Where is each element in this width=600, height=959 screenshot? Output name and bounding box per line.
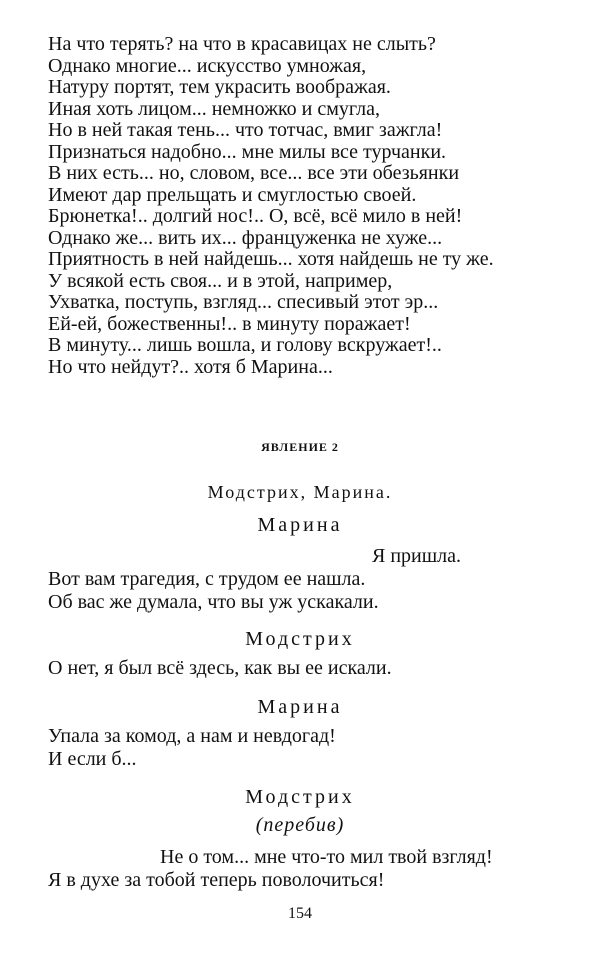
verse-line: На что терять? на что в красавицах не слыть? bbox=[48, 33, 436, 55]
verse-block bbox=[48, 34, 568, 378]
dialogue-line: Я пришла. bbox=[372, 545, 462, 567]
dialogue-line: Не о том... мне что-то мил твой взгляд! bbox=[160, 846, 493, 868]
dialogue-line: И если б... bbox=[48, 748, 137, 770]
verse-line: Брюнетка!.. долгий нос!.. О, всё, всё мило в ней! bbox=[48, 205, 463, 227]
verse-line: Иная хоть лицом... немножко и смугла, bbox=[48, 97, 380, 120]
verse-line: Признаться надобно... мне милы все турчанки. bbox=[48, 140, 447, 163]
speaker-name: Марина bbox=[257, 514, 343, 536]
verse-line: Ухватка, поступь, взгляд... спесивый этот эр... bbox=[48, 291, 439, 313]
dialogue-line: Вот вам трагедия, с трудом ее нашла. bbox=[48, 568, 366, 590]
page-number: 154 bbox=[288, 905, 312, 922]
verse-line: Однако многие... искусство умножая, bbox=[48, 54, 367, 77]
verse-line: Однако же... вить их... француженка не хуже... bbox=[48, 226, 443, 249]
verse-line: У всякой есть своя... и в этой, например, bbox=[48, 269, 393, 292]
verse-line: Ей-ей, божественны!.. в минуту поражает! bbox=[48, 312, 411, 335]
verse-line: Приятность в ней найдешь... хотя найдешь не ту же. bbox=[48, 248, 494, 270]
verse-line: Натуру портят, тем украсить воображая. bbox=[48, 76, 391, 98]
dialogue-line: О нет, я был всё здесь, как вы ее искали. bbox=[48, 657, 392, 679]
verse-line: В них есть... но, словом, все... все эти обезьянки bbox=[48, 162, 460, 184]
speaker-name: Модстрих bbox=[245, 786, 355, 808]
dialogue-line: Об вас же думала, что вы уж ускакали. bbox=[48, 591, 379, 613]
speaker-name: Модстрих bbox=[245, 628, 355, 650]
dialogue-line: Упала за комод, а нам и невдогад! bbox=[48, 725, 336, 747]
cast-list: Модстрих, Марина. bbox=[207, 482, 393, 502]
speaker-name: Марина bbox=[257, 696, 343, 718]
stage-direction: (перебив) bbox=[255, 814, 345, 836]
verse-line: В минуту... лишь вошла, и голову вскружает!.. bbox=[48, 334, 442, 356]
verse-line: Имеют дар прельщать и смуглостью своей. bbox=[48, 183, 417, 206]
verse-line: Но в ней такая тень... что тотчас, вмиг зажгла! bbox=[48, 119, 443, 141]
dialogue-line: Я в духе за тобой теперь поволочиться! bbox=[48, 869, 385, 891]
scene-heading: ЯВЛЕНИЕ 2 bbox=[261, 440, 339, 454]
verse-line: Но что нейдут?.. хотя б Марина... bbox=[48, 355, 333, 378]
